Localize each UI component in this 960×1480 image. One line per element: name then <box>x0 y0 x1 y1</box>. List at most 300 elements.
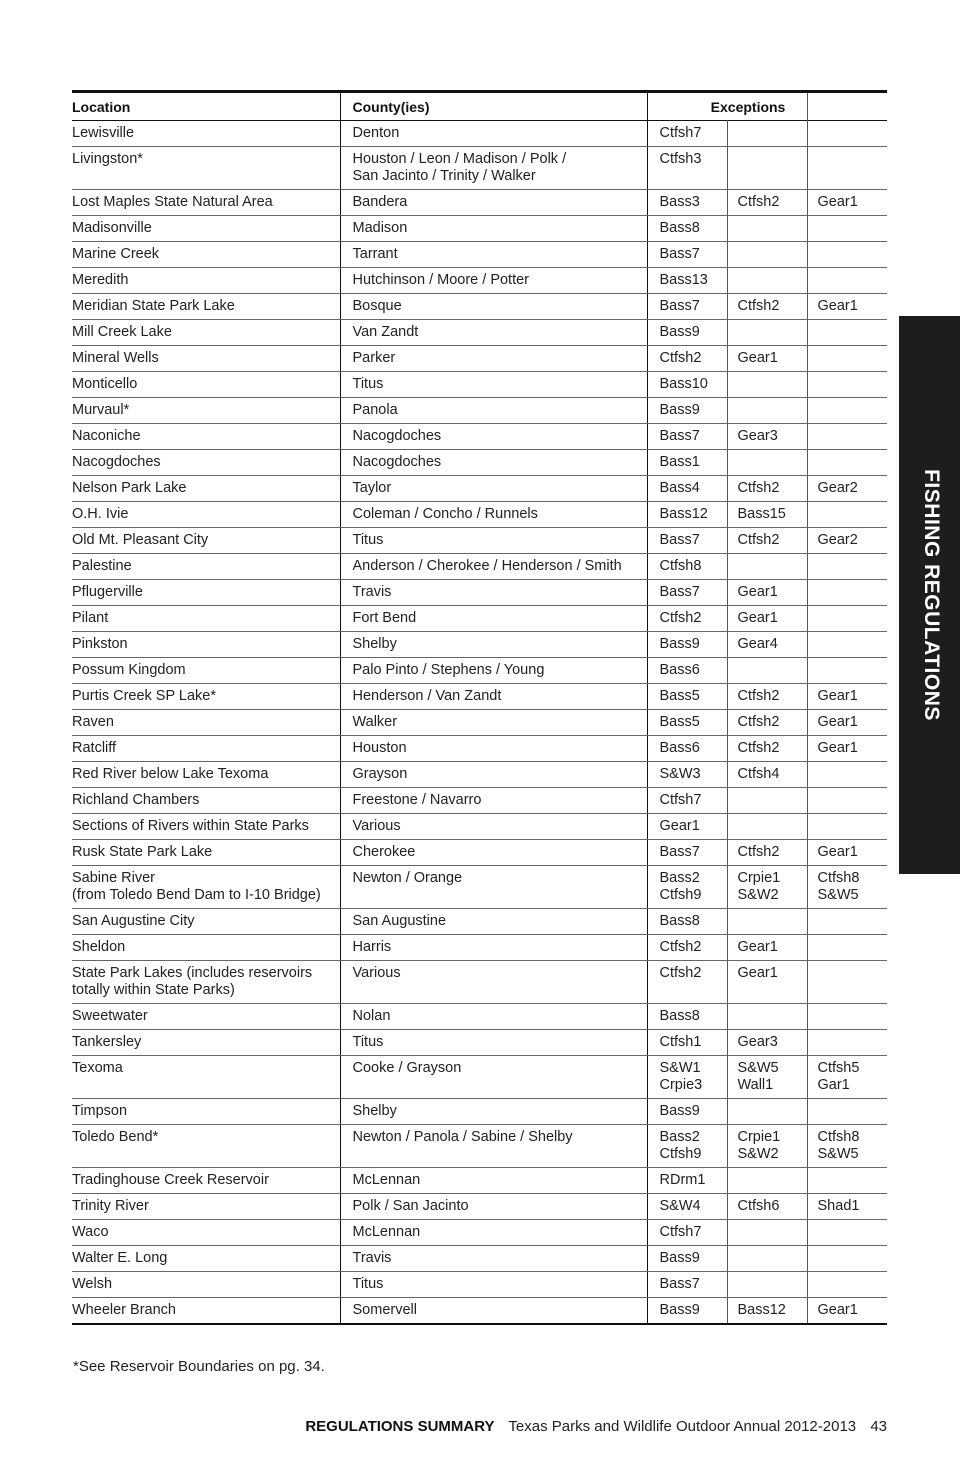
exception-cell-1 <box>647 216 727 242</box>
exception-cell-1-line: Bass8 <box>659 913 700 929</box>
section-sidebar-tab <box>899 316 960 874</box>
location-cell-line: Trinity River <box>72 1198 149 1214</box>
exception-cell-3 <box>807 502 887 528</box>
exception-cell-3-line: Gear1 <box>817 714 858 730</box>
county-cell-line: Various <box>352 818 401 834</box>
location-cell-line: Lewisville <box>72 125 135 141</box>
sidebar-label: FISHING REGULATIONS <box>920 469 943 721</box>
exception-cell-1 <box>647 242 727 268</box>
county-cell-line: Titus <box>352 532 384 548</box>
county-cell <box>340 1125 647 1168</box>
exception-cell-2 <box>727 1125 807 1168</box>
exception-cell-2 <box>727 190 807 216</box>
exception-cell-3 <box>807 961 887 1004</box>
county-cell <box>340 580 647 606</box>
location-cell-line: Sheldon <box>72 939 126 955</box>
county-cell <box>340 1246 647 1272</box>
exception-cell-1-line: Ctfsh7 <box>659 125 702 141</box>
location-cell <box>72 1194 340 1220</box>
exception-cell-2 <box>727 736 807 762</box>
exception-cell-2 <box>727 554 807 580</box>
exception-cell-1 <box>647 190 727 216</box>
exception-cell-2 <box>727 450 807 476</box>
county-cell <box>340 1099 647 1125</box>
table-row <box>72 1220 887 1246</box>
county-cell-line: Travis <box>352 584 392 600</box>
exception-cell-2-line: Gear3 <box>737 428 778 444</box>
exception-cell-3 <box>807 1220 887 1246</box>
header-blank <box>807 92 887 121</box>
exception-cell-3 <box>807 1099 887 1125</box>
exception-cell-2 <box>727 1168 807 1194</box>
county-cell-line: Various <box>352 965 401 981</box>
exception-cell-3 <box>807 658 887 684</box>
exception-cell-1 <box>647 1272 727 1298</box>
exception-cell-1-line: S&W1 <box>659 1060 701 1076</box>
county-cell <box>340 242 647 268</box>
exception-cell-3-line: Ctfsh8 <box>817 870 860 886</box>
exception-cell-1 <box>647 147 727 190</box>
exception-cell-3 <box>807 242 887 268</box>
county-cell <box>340 710 647 736</box>
exception-cell-2 <box>727 294 807 320</box>
location-cell-line: Sections of Rivers within State Parks <box>72 818 309 834</box>
location-cell-line: Tankersley <box>72 1034 142 1050</box>
exception-cell-3-line: Gear1 <box>817 298 858 314</box>
exception-cell-1-line: Bass7 <box>659 1276 700 1292</box>
county-cell <box>340 866 647 909</box>
county-cell <box>340 450 647 476</box>
exception-cell-3 <box>807 580 887 606</box>
county-cell-line: Nacogdoches <box>352 428 442 444</box>
exception-cell-1-line: Bass5 <box>659 688 700 704</box>
exception-cell-3-line: S&W5 <box>817 887 859 903</box>
location-cell <box>72 814 340 840</box>
exception-cell-2-line: Ctfsh2 <box>737 532 780 548</box>
table-row <box>72 242 887 268</box>
table-row <box>72 1099 887 1125</box>
location-cell <box>72 762 340 788</box>
exception-cell-1-line: Bass7 <box>659 532 700 548</box>
exception-cell-2 <box>727 1220 807 1246</box>
table-row <box>72 788 887 814</box>
exception-cell-1 <box>647 961 727 1004</box>
exception-cell-1-line: S&W3 <box>659 766 701 782</box>
exception-cell-1 <box>647 788 727 814</box>
table-row <box>72 935 887 961</box>
county-cell <box>340 814 647 840</box>
county-cell <box>340 840 647 866</box>
location-cell <box>72 580 340 606</box>
exception-cell-3-line: Ctfsh5 <box>817 1060 860 1076</box>
exception-cell-1-line: Bass5 <box>659 714 700 730</box>
county-cell-line: Bandera <box>352 194 408 210</box>
county-cell-line: Parker <box>352 350 396 366</box>
exception-cell-2 <box>727 606 807 632</box>
exception-cell-2 <box>727 1030 807 1056</box>
exception-cell-3 <box>807 684 887 710</box>
county-cell <box>340 268 647 294</box>
location-cell <box>72 736 340 762</box>
location-cell <box>72 606 340 632</box>
exception-cell-1-line: Bass2 <box>659 870 700 886</box>
exception-cell-1-line: Bass8 <box>659 220 700 236</box>
table-row <box>72 450 887 476</box>
exception-cell-1-line: Bass9 <box>659 324 700 340</box>
exception-cell-1 <box>647 1168 727 1194</box>
location-cell <box>72 1004 340 1030</box>
exception-cell-1 <box>647 502 727 528</box>
exception-cell-1-line: Bass7 <box>659 844 700 860</box>
county-cell-line: McLennan <box>352 1172 421 1188</box>
table-row <box>72 632 887 658</box>
county-cell-line: Newton / Panola / Sabine / Shelby <box>352 1129 573 1145</box>
location-cell <box>72 1099 340 1125</box>
exception-cell-1 <box>647 736 727 762</box>
table-row <box>72 961 887 1004</box>
exception-cell-3 <box>807 476 887 502</box>
exception-cell-2-line: Ctfsh2 <box>737 688 780 704</box>
header-row <box>72 92 887 121</box>
county-cell-line: Somervell <box>352 1302 417 1318</box>
location-cell <box>72 242 340 268</box>
exception-cell-1-line: Crpie3 <box>659 1077 703 1093</box>
exception-cell-3 <box>807 762 887 788</box>
location-cell <box>72 346 340 372</box>
county-cell <box>340 736 647 762</box>
exception-cell-3 <box>807 1194 887 1220</box>
location-cell-line: Rusk State Park Lake <box>72 844 213 860</box>
exception-cell-3 <box>807 710 887 736</box>
county-cell <box>340 554 647 580</box>
location-cell <box>72 935 340 961</box>
location-cell-line: Marine Creek <box>72 246 160 262</box>
county-cell-line: Henderson / Van Zandt <box>352 688 502 704</box>
location-cell-line: Mill Creek Lake <box>72 324 172 340</box>
exception-cell-3 <box>807 190 887 216</box>
exception-cell-1-line: Bass9 <box>659 1250 700 1266</box>
exception-cell-3 <box>807 528 887 554</box>
county-cell <box>340 1030 647 1056</box>
location-cell <box>72 528 340 554</box>
exception-cell-1 <box>647 909 727 935</box>
footer-publication: Texas Parks and Wildlife Outdoor Annual 2012-2013 <box>508 1418 857 1435</box>
header-counties: County(ies) <box>340 92 647 121</box>
exception-cell-3-line: Gear1 <box>817 1302 858 1318</box>
exception-cell-2 <box>727 840 807 866</box>
table-row <box>72 1004 887 1030</box>
exception-cell-1 <box>647 294 727 320</box>
exception-cell-2 <box>727 1246 807 1272</box>
exception-cell-2 <box>727 909 807 935</box>
location-cell-line: Sabine River <box>72 870 156 886</box>
exception-cell-2-line: Crpie1 <box>737 870 781 886</box>
county-cell-line: Houston / Leon / Madison / Polk / <box>352 151 567 167</box>
county-cell-line: Walker <box>352 714 398 730</box>
county-cell-line: Titus <box>352 1034 384 1050</box>
footnote: *See Reservoir Boundaries on pg. 34. <box>73 1358 325 1375</box>
exception-cell-1-line: Bass2 <box>659 1129 700 1145</box>
exception-cell-3-line: Gear1 <box>817 844 858 860</box>
county-cell-line: Panola <box>352 402 398 418</box>
exception-cell-2 <box>727 268 807 294</box>
table-row <box>72 1030 887 1056</box>
exception-cell-1 <box>647 1125 727 1168</box>
location-cell-line: Wheeler Branch <box>72 1302 176 1318</box>
table-body <box>72 121 887 1325</box>
exception-cell-2-line: Ctfsh2 <box>737 714 780 730</box>
table-row <box>72 216 887 242</box>
county-cell-line: Madison <box>352 220 408 236</box>
exception-cell-2 <box>727 814 807 840</box>
exception-cell-1-line: Bass9 <box>659 1103 700 1119</box>
table-row <box>72 606 887 632</box>
county-cell <box>340 658 647 684</box>
location-cell-line: Naconiche <box>72 428 141 444</box>
table-row <box>72 1194 887 1220</box>
table-row <box>72 658 887 684</box>
location-cell-line: Pilant <box>72 610 109 626</box>
county-cell <box>340 606 647 632</box>
location-cell <box>72 372 340 398</box>
exception-cell-2-line: Gear4 <box>737 636 778 652</box>
county-cell <box>340 1004 647 1030</box>
county-cell <box>340 1056 647 1099</box>
exception-cell-1-line: RDrm1 <box>659 1172 706 1188</box>
exception-cell-1-line: Ctfsh9 <box>659 1146 702 1162</box>
exception-cell-1-line: Ctfsh1 <box>659 1034 702 1050</box>
table-row <box>72 1056 887 1099</box>
exception-cell-2 <box>727 632 807 658</box>
table-row <box>72 736 887 762</box>
exception-cell-2 <box>727 502 807 528</box>
exception-cell-3 <box>807 1272 887 1298</box>
exception-cell-1-line: Bass7 <box>659 428 700 444</box>
location-cell-line: Tradinghouse Creek Reservoir <box>72 1172 269 1188</box>
location-cell-line: Monticello <box>72 376 138 392</box>
county-cell-line: Coleman / Concho / Runnels <box>352 506 538 522</box>
location-cell <box>72 476 340 502</box>
exception-cell-2 <box>727 710 807 736</box>
county-cell <box>340 346 647 372</box>
exception-cell-2-line: Ctfsh2 <box>737 194 780 210</box>
exception-cell-3 <box>807 788 887 814</box>
table-row <box>72 1272 887 1298</box>
county-cell <box>340 502 647 528</box>
exception-cell-3 <box>807 1004 887 1030</box>
county-cell <box>340 1272 647 1298</box>
exception-cell-3 <box>807 935 887 961</box>
exception-cell-1 <box>647 632 727 658</box>
location-cell <box>72 632 340 658</box>
location-cell <box>72 424 340 450</box>
location-cell-line: (from Toledo Bend Dam to I-10 Bridge) <box>72 887 321 903</box>
table-row <box>72 476 887 502</box>
county-cell-line: Freestone / Navarro <box>352 792 482 808</box>
exception-cell-1-line: Bass1 <box>659 454 700 470</box>
exception-cell-2-line: Gear3 <box>737 1034 778 1050</box>
exception-cell-2-line: S&W5 <box>737 1060 779 1076</box>
exception-cell-2-line: Ctfsh6 <box>737 1198 780 1214</box>
table-row <box>72 1246 887 1272</box>
county-cell <box>340 294 647 320</box>
location-cell-line: San Augustine City <box>72 913 195 929</box>
exception-cell-1 <box>647 1004 727 1030</box>
location-cell <box>72 1125 340 1168</box>
location-cell <box>72 684 340 710</box>
county-cell <box>340 935 647 961</box>
county-cell-line: Titus <box>352 376 384 392</box>
exception-cell-1 <box>647 762 727 788</box>
location-cell <box>72 658 340 684</box>
location-cell <box>72 961 340 1004</box>
exception-cell-1-line: Bass6 <box>659 662 700 678</box>
location-cell <box>72 710 340 736</box>
county-cell <box>340 909 647 935</box>
location-cell <box>72 502 340 528</box>
county-cell <box>340 961 647 1004</box>
exception-cell-1 <box>647 814 727 840</box>
exception-cell-2-line: Bass15 <box>737 506 786 522</box>
location-cell <box>72 1030 340 1056</box>
location-cell-line: Possum Kingdom <box>72 662 186 678</box>
regulations-table-container <box>72 90 887 1325</box>
county-cell-line: San Augustine <box>352 913 447 929</box>
exception-cell-1-line: Ctfsh9 <box>659 887 702 903</box>
exception-cell-1 <box>647 1056 727 1099</box>
county-cell-line: McLennan <box>352 1224 421 1240</box>
exception-cell-2 <box>727 1194 807 1220</box>
location-cell-line: Walter E. Long <box>72 1250 168 1266</box>
exception-cell-2 <box>727 935 807 961</box>
table-row <box>72 554 887 580</box>
exception-cell-3 <box>807 216 887 242</box>
exception-cell-2 <box>727 528 807 554</box>
exception-cell-2 <box>727 762 807 788</box>
location-cell-line: Mineral Wells <box>72 350 159 366</box>
exception-cell-2 <box>727 1298 807 1325</box>
location-cell <box>72 1056 340 1099</box>
exception-cell-1-line: Ctfsh2 <box>659 350 702 366</box>
location-cell-line: Welsh <box>72 1276 113 1292</box>
exception-cell-2 <box>727 372 807 398</box>
exception-cell-1-line: Ctfsh7 <box>659 792 702 808</box>
exception-cell-1 <box>647 606 727 632</box>
exception-cell-2 <box>727 147 807 190</box>
exception-cell-1 <box>647 424 727 450</box>
location-cell-line: Red River below Lake Texoma <box>72 766 269 782</box>
location-cell-line: Old Mt. Pleasant City <box>72 532 209 548</box>
exception-cell-1 <box>647 372 727 398</box>
exception-cell-1-line: Bass9 <box>659 402 700 418</box>
county-cell <box>340 632 647 658</box>
county-cell <box>340 372 647 398</box>
location-cell <box>72 268 340 294</box>
exception-cell-3 <box>807 814 887 840</box>
county-cell <box>340 320 647 346</box>
exception-cell-3 <box>807 909 887 935</box>
exception-cell-2-line: S&W2 <box>737 887 779 903</box>
exception-cell-2 <box>727 866 807 909</box>
exception-cell-2-line: Gear1 <box>737 350 778 366</box>
county-cell-line: Newton / Orange <box>352 870 463 886</box>
exception-cell-3-line: Gear2 <box>817 480 858 496</box>
exception-cell-1-line: Bass6 <box>659 740 700 756</box>
county-cell <box>340 1298 647 1325</box>
exception-cell-3-line: Shad1 <box>817 1198 860 1214</box>
county-cell-line: Tarrant <box>352 246 398 262</box>
exception-cell-3 <box>807 424 887 450</box>
county-cell-line: Cherokee <box>352 844 416 860</box>
header-exceptions: Exceptions <box>647 92 807 121</box>
exception-cell-3 <box>807 147 887 190</box>
location-cell-line: Lost Maples State Natural Area <box>72 194 273 210</box>
exception-cell-1-line: Bass3 <box>659 194 700 210</box>
exception-cell-1 <box>647 1246 727 1272</box>
exception-cell-3 <box>807 121 887 147</box>
exception-cell-2-line: Gear1 <box>737 939 778 955</box>
county-cell <box>340 762 647 788</box>
exception-cell-1-line: Bass12 <box>659 506 708 522</box>
exception-cell-1 <box>647 1220 727 1246</box>
county-cell-line: Palo Pinto / Stephens / Young <box>352 662 545 678</box>
location-cell-line: Ratcliff <box>72 740 117 756</box>
exception-cell-1 <box>647 684 727 710</box>
exception-cell-1-line: Gear1 <box>659 818 700 834</box>
county-cell <box>340 1168 647 1194</box>
exception-cell-3-line: Gear2 <box>817 532 858 548</box>
exception-cell-1-line: Bass9 <box>659 636 700 652</box>
location-cell <box>72 1272 340 1298</box>
exception-cell-1-line: Bass13 <box>659 272 708 288</box>
exception-cell-2-line: Bass12 <box>737 1302 786 1318</box>
exception-cell-2-line: Ctfsh4 <box>737 766 780 782</box>
location-cell-line: Timpson <box>72 1103 128 1119</box>
exception-cell-2-line: Ctfsh2 <box>737 298 780 314</box>
exception-cell-1-line: Bass4 <box>659 480 700 496</box>
table-row <box>72 268 887 294</box>
exception-cell-1 <box>647 450 727 476</box>
exception-cell-3-line: Gear1 <box>817 740 858 756</box>
exception-cell-2 <box>727 346 807 372</box>
location-cell <box>72 909 340 935</box>
county-cell-line: Travis <box>352 1250 392 1266</box>
location-cell-line: Purtis Creek SP Lake* <box>72 688 216 704</box>
county-cell-line: Houston <box>352 740 407 756</box>
location-cell-line: Madisonville <box>72 220 152 236</box>
location-cell-line: Livingston* <box>72 151 143 167</box>
location-cell <box>72 450 340 476</box>
exception-cell-2 <box>727 320 807 346</box>
county-cell-line: Fort Bend <box>352 610 417 626</box>
table-row <box>72 320 887 346</box>
exception-cell-1-line: Ctfsh3 <box>659 151 702 167</box>
exception-cell-2-line: Ctfsh2 <box>737 740 780 756</box>
county-cell <box>340 528 647 554</box>
county-cell <box>340 476 647 502</box>
exception-cell-3 <box>807 1298 887 1325</box>
location-cell-line: totally within State Parks) <box>72 982 235 998</box>
table-row <box>72 528 887 554</box>
location-cell <box>72 294 340 320</box>
county-cell-line: Harris <box>352 939 392 955</box>
exception-cell-3 <box>807 840 887 866</box>
table-row <box>72 502 887 528</box>
exception-cell-1-line: Ctfsh7 <box>659 1224 702 1240</box>
exception-cell-1-line: S&W4 <box>659 1198 701 1214</box>
table-row <box>72 294 887 320</box>
exception-cell-1 <box>647 658 727 684</box>
